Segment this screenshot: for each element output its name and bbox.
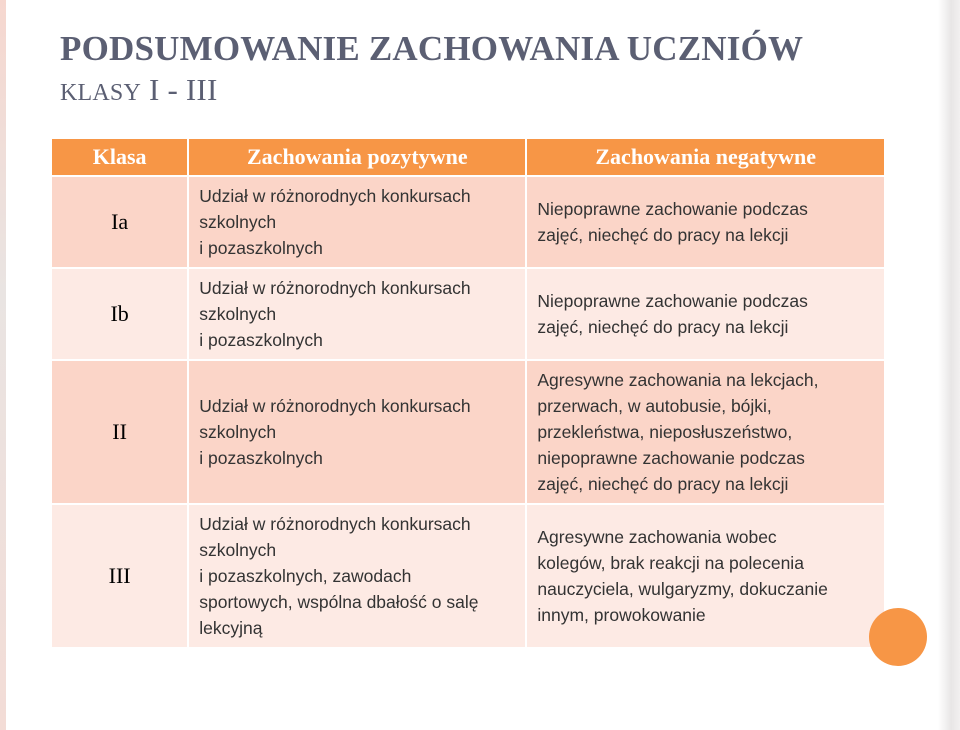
- table-row: [52, 505, 884, 647]
- text-line: i pozaszkolnych: [199, 330, 323, 350]
- title-classes: I - III: [141, 71, 218, 107]
- table-row: [52, 177, 884, 267]
- cell-positive: [189, 505, 525, 647]
- text-line: Agresywne zachowania na lekcjach,: [537, 370, 819, 390]
- text-line: kolegów, brak reakcji na polecenia: [537, 553, 804, 573]
- text-line: Udział w różnorodnych konkursach: [199, 186, 471, 206]
- text-line: lekcyjną: [199, 618, 263, 638]
- cell-positive: [189, 177, 525, 267]
- text-line: szkolnych: [199, 422, 277, 442]
- text-line: innym, prowokowanie: [537, 605, 706, 625]
- title-line-1: PODSUMOWANIE ZACHOWANIA UCZNIÓW: [60, 29, 804, 68]
- cell-klasa: Ia: [52, 177, 187, 267]
- text-line: zajęć, niechęć do pracy na lekcji: [537, 474, 789, 494]
- table-header-row: [52, 139, 884, 175]
- text-line: zajęć, niechęć do pracy na lekcji: [537, 225, 789, 245]
- cell-klasa: II: [52, 361, 187, 503]
- text-line: Agresywne zachowania wobec: [537, 527, 777, 547]
- slide-title: [60, 30, 803, 107]
- behavior-summary-table: [50, 137, 886, 649]
- cell-negative: [527, 177, 884, 267]
- text-line: Udział w różnorodnych konkursach: [199, 514, 471, 534]
- cell-klasa: Ib: [52, 269, 187, 359]
- cell-positive: [189, 361, 525, 503]
- text-line: Niepoprawne zachowanie podczas: [537, 291, 808, 311]
- text-line: i pozaszkolnych: [199, 238, 323, 258]
- text-line: i pozaszkolnych, zawodach: [199, 566, 412, 586]
- header-negative: Zachowania negatywne: [527, 139, 884, 175]
- text-line: przekleństwa, nieposłuszeństwo,: [537, 422, 793, 442]
- cell-negative: [527, 269, 884, 359]
- cell-positive: [189, 269, 525, 359]
- text-line: szkolnych: [199, 540, 277, 560]
- slide-left-edge: [0, 0, 6, 730]
- text-line: Niepoprawne zachowanie podczas: [537, 199, 808, 219]
- text-line: szkolnych: [199, 304, 277, 324]
- text-line: Udział w różnorodnych konkursach: [199, 278, 471, 298]
- cell-klasa: III: [52, 505, 187, 647]
- table-row: [52, 269, 884, 359]
- text-line: sportowych, wspólna dbałość o salę: [199, 592, 479, 612]
- text-line: zajęć, niechęć do pracy na lekcji: [537, 317, 789, 337]
- decorative-orange-circle: [869, 608, 927, 666]
- text-line: Udział w różnorodnych konkursach: [199, 396, 471, 416]
- cell-negative: [527, 361, 884, 503]
- table-row: [52, 361, 884, 503]
- text-line: niepoprawne zachowanie podczas: [537, 448, 805, 468]
- text-line: nauczyciela, wulgaryzmy, dokuczanie: [537, 579, 828, 599]
- text-line: przerwach, w autobusie, bójki,: [537, 396, 772, 416]
- text-line: i pozaszkolnych: [199, 448, 323, 468]
- header-positive: Zachowania pozytywne: [189, 139, 525, 175]
- text-line: szkolnych: [199, 212, 277, 232]
- header-klasa: Klasa: [52, 139, 187, 175]
- cell-negative: [527, 505, 884, 647]
- slide-right-edge: [938, 0, 960, 730]
- title-smallcaps: KLASY: [60, 79, 142, 106]
- title-line-2: [60, 73, 803, 107]
